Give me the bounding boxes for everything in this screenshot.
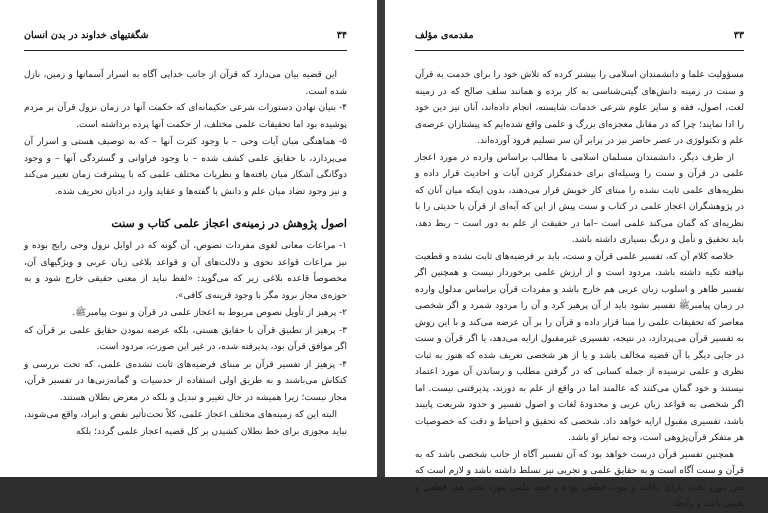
paragraph: مسؤولیت علما و دانشمندان اسلامی را بیشتر کرده که تلاش خود را برای خدمت به قرآن و سنت در زمینه دانش‌های گیتی‌شناسی به کار برده و همانند سلف صالح که در زمینه لغت، اصول، فقه و سایر علوم شرعی خدمات شایسته، انجام داده‌اند، آنان نیز دین خود را ادا نمایند؛ چرا که در مقابل معجزه‌ای بزرگ و علمی واقع شده‌ایم که پیشتازان عرصه‌ی علم و تکنولوژی در عصر حاضر نیز در برابر آن سر تسلیم فرود آورده‌اند.: [415, 70, 744, 146]
principle-item: ۲- پرهیز از تأویل نصوص مربوط به اعجاز علمی در قرآن و نبوت پیامبرﷺ.: [72, 308, 347, 318]
paragraph: خلاصه کلام آن که، تفسیر علمی قرآن و سنت، باید بر فرضیه‌های ثابت نشده و قطعیت نیافته تکیه داشته باشد، مردود است و از ارزش علمی برخوردار نیست و همچنین اگر تفسیر ظاهر و اسلوب زبان عربی هم خارج باشد و مفردات قرآن براساس مدلول وارده در زمان پیامبرﷺ تفسیر نشود باید از آن پرهیز کرد و آن را مردود شمرد و اگر شخصی معاصر که تحقیقات علمی را مبنا قرار داده و قرآن را بر آن عرضه می‌کند و با این روش به تفسیر قرآن می‌پردازد، در نتیجه، تفسیری غیرمقبول ارایه می‌دهد، یا اگر قرآن و سنت در جایی دیگر با آن قضیه مخالف باشد و یا از هر شخصی تعریف شده که هنوز به ثبات نظری و علمی نرسیده از جمله کسانی که در گرفتن مطلب و رساندن آن مورد اعتماد نیستند و خود گمان می‌کنند که عالمند اما در واقع از علم به دورند، پذیرفتنی نیست. اما اگر شخصی به قواعد زبان عربی و محدودهٔ لغات و اصول تفسیر و حدود شریعت پایبند باشد، تفسیری مقبول ارایه خواهد داد. شخصی که تحقیق و احتیاط و دقت که خصوصیات هر متفکر قرآن‌پژوهی است، وجه تمایز او باشد.: [415, 251, 744, 443]
list-item: ۵- هماهنگی میان آیات وحی – با وجود کثرت آنها – که به توصیف هستی و اسرار آن می‌پردازد، با حقایق علمی کشف شده – با وجود فراوانی و گستردگی آنها – و وجود دوگانگی آشکار میان یافته‌ها و نظریات مختلف علمی که با پیشرفت زمان تغییر می‌کند و نیز وجود تضاد میان علم و دانش با گفته‌ها و عقاید وارد در ادیان تحریف شده.: [24, 137, 347, 197]
paragraph: همچنین تفسیر قرآن درست خواهد بود که آن تفسیر آگاه از جانب شخصی باشد که به قرآن و سنت آگاه است و به حقایق علمی و تجربی نیز تسلط داشته باشد و لازم است که نص مورد بحث دارای دلالت و ثبوت قطعی بوده و جنبه علمی مورد بحث هم، قطعی و یقینی باشد و رابطه: [415, 449, 744, 509]
principle-item: ۱- مراعات معانی لغوی مفردات نصوص، آن گونه که در اوایل نزول وحی رایج بوده و نیز مراعات قواعد نحوی و دلالت‌های آن و قواعد بلاغی زبان عربی و ویژگیهای آن، مخصوصاً قاعده بلاغی زیر که می‌گوید: «لفظ نباید از معنی حقیقی خارج شود و به حوزه‌ی مجاز برود مگر با وجود قرینه‌ی کافی».: [24, 241, 347, 301]
principle-item: ۳- پرهیز از تطبیق قرآن با حقایق هستی، بلکه عرضه نمودن حقایق علمی بر قرآن که اگر موافق قرآن بود، پذیرفته شده، در غیر این صورت، مردود است.: [24, 325, 347, 352]
page-body: [24, 51, 347, 440]
page-body: [415, 51, 744, 513]
section-heading: اصول پژوهش در زمینه‌ی اعجاز علمی کتاب و سنت: [111, 217, 347, 230]
list-item: ۴- بنیان نهادن دستورات شرعی حکیمانه‌ای که حکمت آنها در زمان نزول قرآن بر مردم پوشیده بود اما تحقیقات علمی مختلف، از حکمت آنها پرده برداشته است.: [24, 103, 347, 130]
running-title: شگفتیهای خداوند در بدن انسان: [24, 29, 149, 41]
principle-item: ۴- پرهیز از تفسیر قرآن بر مبنای فرضیه‌های ثابت نشده‌ی علمی، که تحت بررسی و کنکاش می‌باشند و به طریق اولی استفاده از حدسیات و گمانه‌زنی‌ها در تفسیر قرآن، مجاز نیست؛ زیرا همیشه در حال تغییر و تبدیل و بلکه در معرض بطلان هستند.: [24, 359, 347, 403]
paragraph: از طرف دیگر، دانشمندان مسلمان اسلامی با مطالب براساس وارده در مورد اعجاز علمی در قرآن و سنت را وسیله‌ای برای خدمتگزار کردن آیات و احادیث قرار داده و نظریه‌های علمی ثابت نشده را مبنای کار خویش قرار می‌دهند، بدون اینکه میان آنان که در پژوهشگران اعجاز علمی در کتاب و سنت پیش از این که آیه‌ای از قرآن یا حدیثی را با نظریه‌ای که گمان می‌کند علمی است –اما در حقیقت از علم به دور است – ربط دهد، باید تحقیق و تأمل و درنگ بسیاری داشته باشد.: [415, 152, 744, 245]
page-header: [415, 20, 744, 51]
book-gutter: [377, 0, 385, 477]
page-number: ۳۴: [336, 29, 347, 41]
right-page: [385, 0, 768, 509]
page-number: ۳۳: [733, 29, 744, 41]
left-page: [0, 0, 377, 477]
intro-line: این قضیه بیان می‌دارد که قرآن از جانب خدایی آگاه به اسرار آسمانها و زمین، نازل شده است.: [24, 70, 347, 97]
page-header: [24, 20, 347, 51]
running-title: مقدمه‌ی مؤلف: [415, 29, 474, 41]
closing-paragraph: البته این که زمینه‌های مختلف اعجاز علمی، کلاً تحت‌تأثیر نقص و ایراد، واقع می‌شوند، نباید مجوزی برای خط بطلان کشیدن بر کل قضیه اعجاز علمی گردد؛ بلکه: [24, 410, 347, 437]
